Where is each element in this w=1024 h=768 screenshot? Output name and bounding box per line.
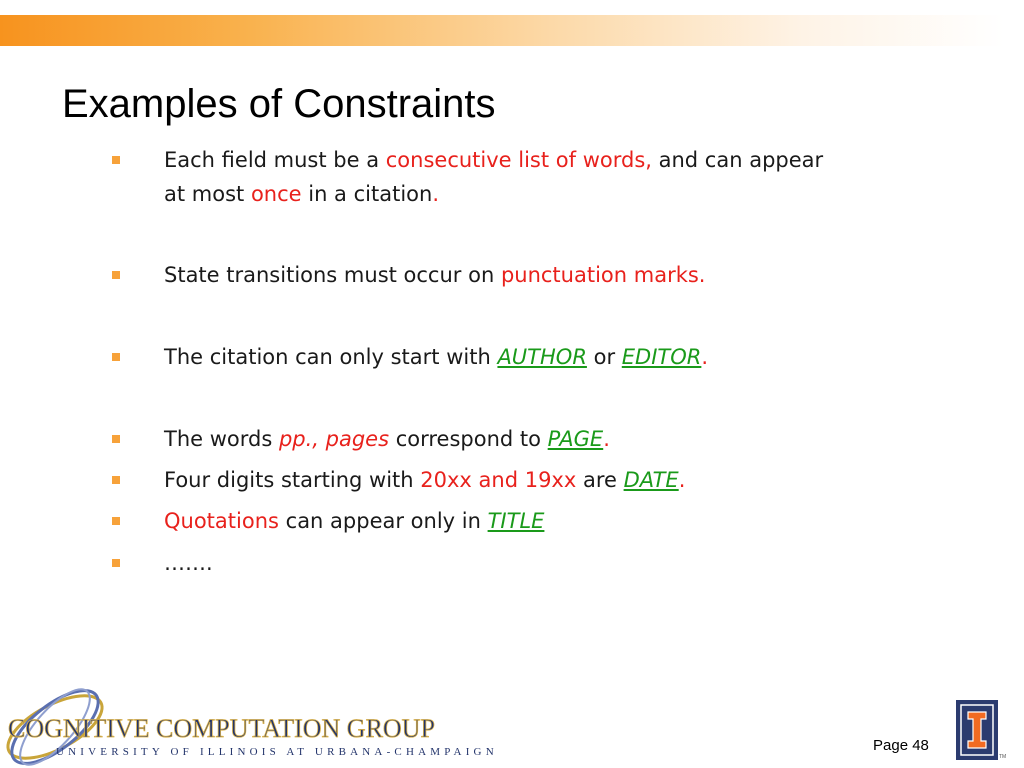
text-run: and can appear: [651, 148, 824, 172]
text-run: The citation can only start with: [164, 345, 498, 369]
bullet-marker-icon: [112, 476, 120, 484]
text-run: at most: [164, 182, 251, 206]
bullet-line: [164, 546, 904, 580]
bullet-marker-icon: [112, 271, 120, 279]
text-run: .: [603, 427, 610, 451]
text-run: in a citation: [301, 182, 433, 206]
bullet-marker-icon: [112, 353, 120, 361]
bullet-marker-icon: [112, 517, 120, 525]
logo-subtitle: UNIVERSITY OF ILLINOIS AT URBANA-CHAMPAIGN: [56, 746, 498, 758]
bullet-line: [164, 258, 904, 292]
university-i-logo: [956, 700, 1007, 762]
text-run: DATE: [623, 468, 679, 492]
bullet-line: [164, 177, 904, 211]
text-run: Quotations: [164, 509, 279, 533]
page-number: Page 48: [873, 737, 929, 754]
text-run: AUTHOR: [497, 345, 587, 369]
text-run: .: [678, 468, 686, 492]
bullet-marker-icon: [112, 156, 120, 164]
bullet-text: [164, 463, 904, 497]
bullet-text: [164, 504, 904, 538]
text-run: The words: [164, 427, 279, 451]
text-run: or: [586, 345, 622, 369]
bullet-text: [164, 143, 904, 211]
text-run: correspond to: [389, 427, 548, 451]
trademark-mark: TM: [999, 754, 1007, 760]
bullet-text: [164, 422, 904, 456]
slide-title: Examples of Constraints: [62, 82, 496, 126]
text-run: pp., pages: [278, 427, 390, 451]
text-run: .: [432, 182, 439, 206]
text-run: EDITOR: [621, 345, 702, 369]
bullet-line: [164, 143, 904, 177]
text-run: TITLE: [487, 509, 545, 533]
text-run: punctuation marks.: [500, 263, 706, 287]
text-run: once: [250, 182, 302, 206]
bullet-line: [164, 340, 904, 374]
bullet-line: [164, 504, 904, 538]
text-run: State transitions must occur on: [164, 263, 501, 287]
bullet-text: [164, 340, 904, 374]
bullet-marker-icon: [112, 559, 120, 567]
text-run: .: [701, 345, 709, 369]
logo-wordmark: COGNITIVE COMPUTATION GROUP: [8, 714, 435, 743]
text-run: are: [576, 468, 624, 492]
text-run: Four digits starting with: [164, 468, 421, 492]
bullet-text: [164, 546, 904, 580]
bullet-line: [164, 463, 904, 497]
bullet-marker-icon: [112, 435, 120, 443]
bullet-text: [164, 258, 904, 292]
cognitive-computation-group-logo: [0, 685, 500, 765]
text-run: …….: [164, 551, 213, 575]
text-run: 20xx and 19xx: [420, 468, 577, 492]
text-run: Each field must be a: [164, 148, 386, 172]
text-run: PAGE: [547, 427, 604, 451]
bullet-line: [164, 422, 904, 456]
text-run: can appear only in: [278, 509, 488, 533]
text-run: consecutive list of words,: [385, 148, 652, 172]
